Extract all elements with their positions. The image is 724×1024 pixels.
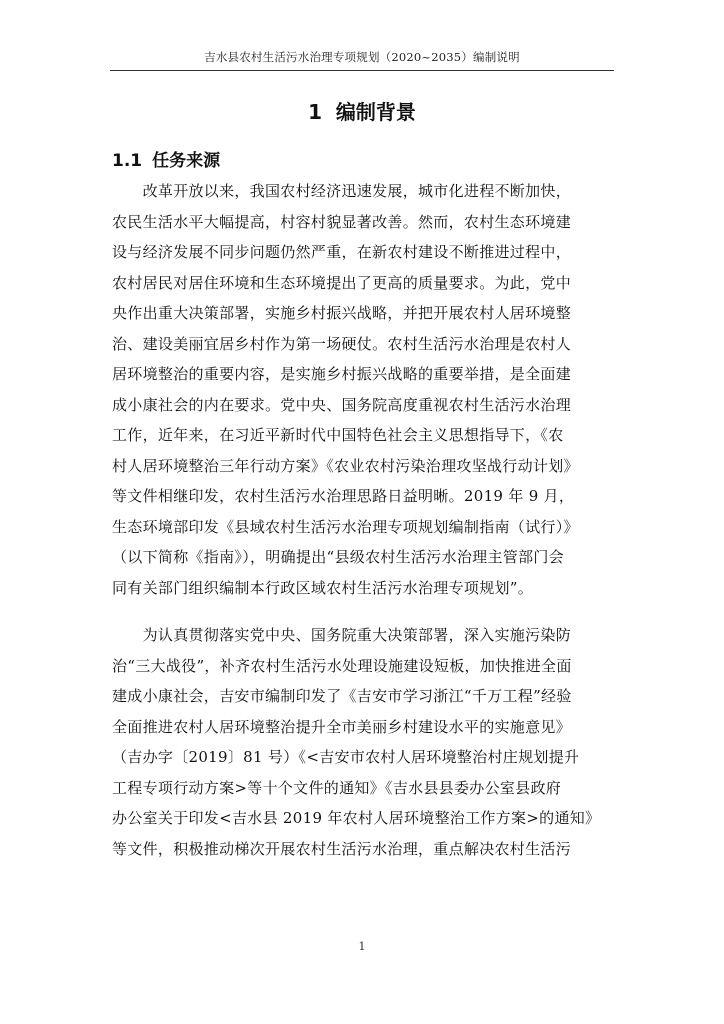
section-title-text: 任务来源 — [152, 151, 221, 171]
text-line: 全面推进农村人居环境整治提升全市美丽乡村建设水平的实施意见》 — [112, 717, 572, 736]
header-rule — [110, 70, 614, 71]
chapter-title-text: 编制背景 — [335, 100, 416, 124]
text-line: 为认真贯彻落实党中央、国务院重大决策部署，深入实施污染防 — [112, 626, 572, 644]
text-line: 工程专项行动方案>等十个文件的通知》《吉水县县委办公室县政府 — [112, 778, 562, 797]
text-line: 治“三大战役”，补齐农村生活污水处理设施建设短板，加快推进全面 — [112, 656, 572, 675]
text-line: 治、建设美丽宜居乡村作为第一场硬仗。农村生活污水治理是农村人 — [112, 334, 572, 353]
paragraph-1 — [112, 176, 614, 603]
text-line: 设与经济发展不同步问题仍然严重，在新农村建设不断推进过程中， — [112, 243, 572, 261]
text-line: 村人居环境整治三年行动方案》《农业农村污染治理攻坚战行动计划》 — [112, 456, 579, 475]
chapter-title — [110, 96, 614, 125]
text-line: 等文件相继印发，农村生活污水治理思路日益明晰。2019 年 9 月， — [112, 487, 575, 505]
text-line: （以下简称《指南》），明确提出“县级农村生活污水治理主管部门会 — [112, 548, 564, 566]
text-line: 同有关部门组织编制本行政区域农村生活污水治理专项规划”。 — [112, 578, 534, 597]
text-line: 等文件，积极推动梯次开展农村生活污水治理，重点解决农村生活污 — [112, 839, 572, 858]
text-line: 工作，近年来，在习近平新时代中国特色社会主义思想指导下，《农 — [112, 426, 564, 444]
page-number: 1 — [358, 940, 366, 953]
text-line: 建成小康社会，吉安市编制印发了《吉安市学习浙江“千万工程”经验 — [112, 687, 572, 705]
text-line: 农村居民对居住环境和生态环境提出了更高的质量要求。为此，党中 — [112, 273, 572, 292]
running-header: 吉水县农村生活污水治理专项规划（2020~2035）编制说明 — [204, 50, 520, 64]
text-line: 生态环境部印发《县域农村生活污水治理专项规划编制指南（试行）》 — [112, 517, 579, 536]
chapter-number: 1 — [308, 100, 322, 124]
text-line: 成小康社会的内在要求。党中央、国务院高度重视农村生活污水治理 — [112, 395, 572, 414]
section-number: 1.1 — [112, 151, 143, 171]
section-heading — [112, 146, 220, 171]
paragraph-2 — [112, 620, 614, 864]
text-line: 办公室关于印发<吉水县 2019 年农村人居环境整治工作方案>的通知》 — [112, 809, 601, 827]
text-line: 居环境整治的重要内容，是实施乡村振兴战略的重要举措，是全面建 — [112, 365, 572, 383]
text-line: 改革开放以来，我国农村经济迅速发展，城市化进程不断加快， — [112, 182, 572, 200]
text-line: 农民生活水平大幅提高，村容村貌显著改善。然而，农村生态环境建 — [112, 212, 572, 231]
text-line: 央作出重大决策部署，实施乡村振兴战略，并把开展农村人居环境整 — [112, 304, 572, 322]
text-line: （吉办字〔2019〕81 号）《<吉安市农村人居环境整治村庄规划提升 — [112, 748, 580, 766]
